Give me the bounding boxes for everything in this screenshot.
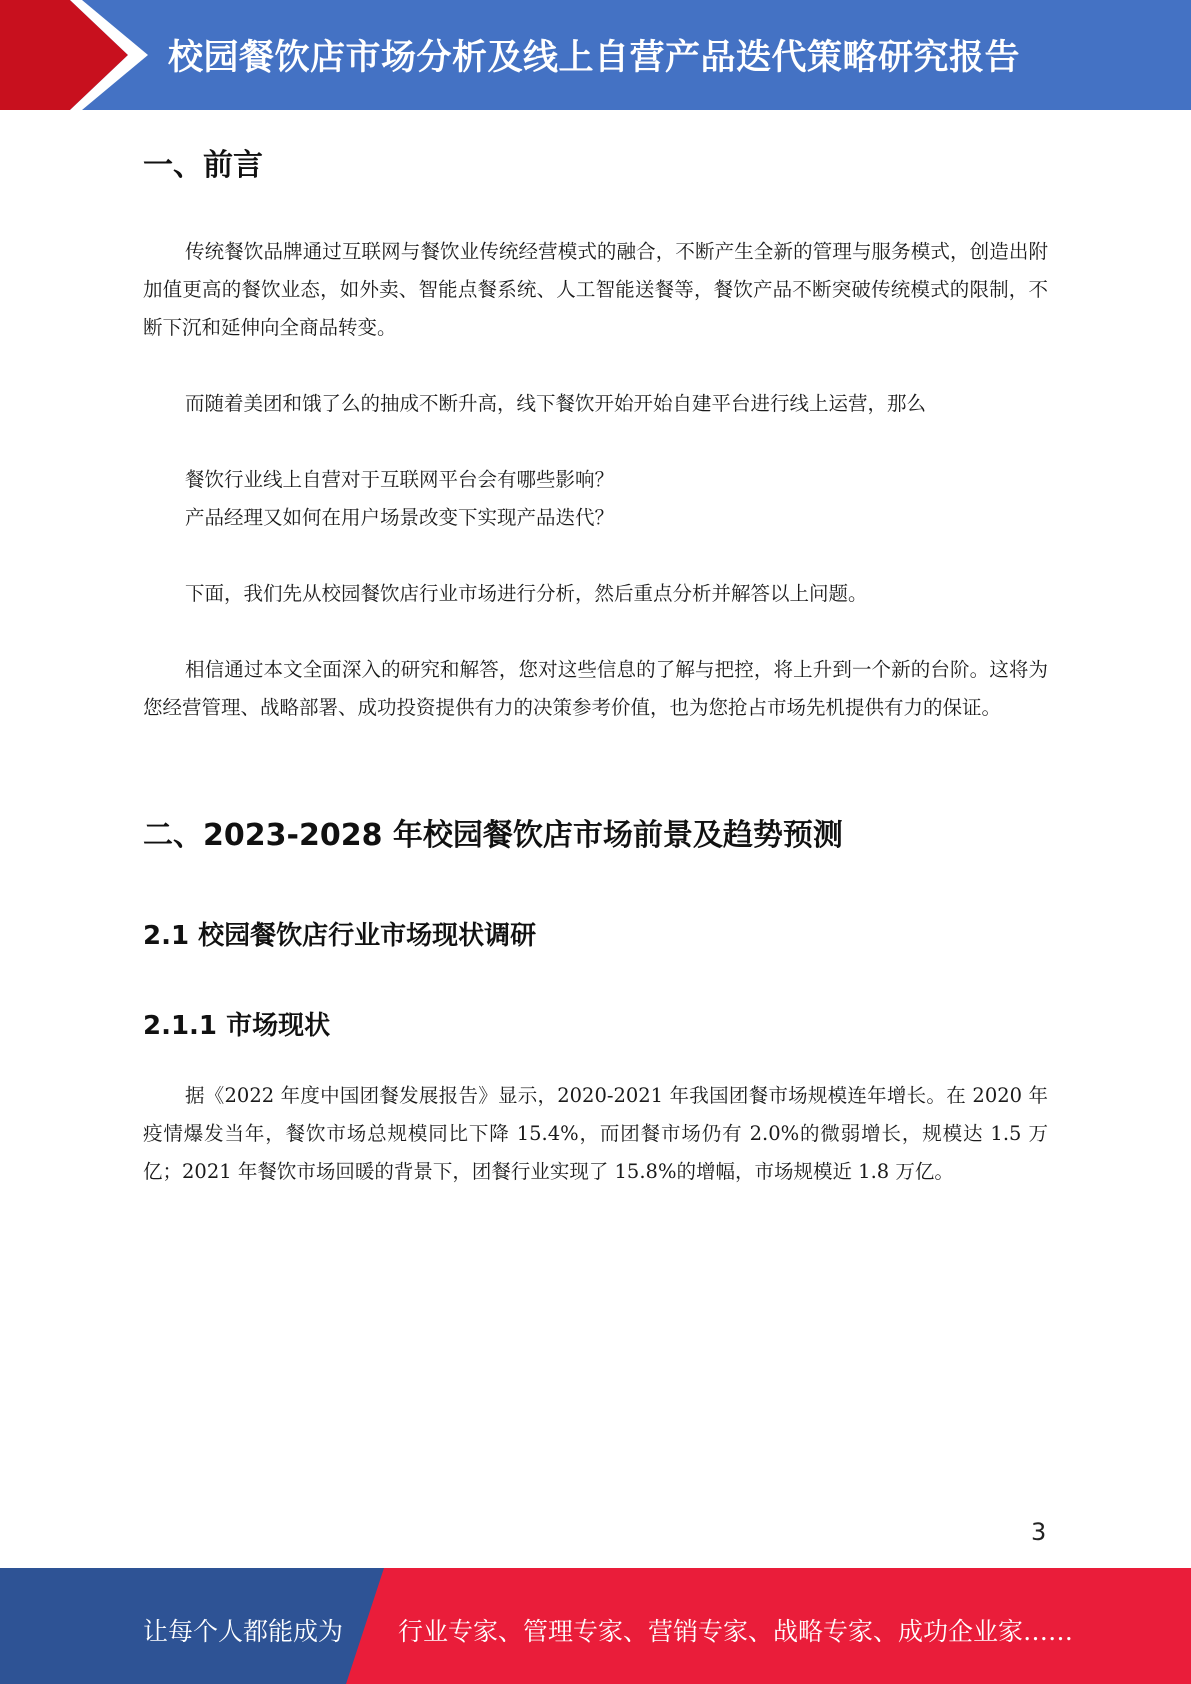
document-title: 校园餐饮店市场分析及线上自营产品迭代策略研究报告: [168, 38, 1021, 78]
preface-paragraph-1: 传统餐饮品牌通过互联网与餐饮业传统经营模式的融合，不断产生全新的管理与服务模式，创造出附加值更高的餐饮业态，如外卖、智能点餐系统、人工智能送餐等，餐饮产品不断突破传统模式的限制，不断下沉和延伸向全商品转变。: [143, 240, 1048, 339]
footer-slogan-right: 行业专家、管理专家、营销专家、战略专家、成功企业家……: [398, 1617, 1074, 1646]
subsection-heading-2-1: 2.1 校园餐饮店行业市场现状调研: [143, 921, 537, 951]
section-heading-forecast: 二、2023-2028 年校园餐饮店市场前景及趋势预测: [143, 818, 843, 853]
preface-paragraph-3: 下面，我们先从校园餐饮店行业市场进行分析，然后重点分析并解答以上问题。: [185, 582, 868, 605]
subsection-heading-2-1-1: 2.1.1 市场现状: [143, 1011, 331, 1041]
header-banner: [0, 0, 1191, 110]
section-heading-preface: 一、前言: [143, 148, 263, 183]
preface-paragraph-2: 而随着美团和饿了么的抽成不断升高，线下餐饮开始开始自建平台进行线上运营，那么: [185, 392, 927, 415]
preface-paragraph-4: 相信通过本文全面深入的研究和解答，您对这些信息的了解与把控，将上升到一个新的台阶。这将为您经营管理、战略部署、成功投资提供有力的决策参考价值，也为您抢占市场先机提供有力的保证。: [143, 658, 1048, 719]
preface-question-1: 餐饮行业线上自营对于互联网平台会有哪些影响？: [185, 468, 615, 491]
market-status-paragraph: 据《2022 年度中国团餐发展报告》显示，2020-2021 年我国团餐市场规模连年增长。在 2020 年疫情爆发当年，餐饮市场总规模同比下降 15.4%，而团餐市场仍有 2.0%的微弱增长，规模达 1.5 万亿；2021 年餐饮市场回暖的背景下，团餐行业实现了 15.8%的增幅，市场规模近 1.8 万亿。: [143, 1084, 1048, 1183]
page-number: 3: [1031, 1518, 1047, 1546]
footer-slogan-left: 让每个人都能成为: [143, 1617, 344, 1646]
footer-banner: [0, 1568, 1191, 1684]
preface-question-2: 产品经理又如何在用户场景改变下实现产品迭代？: [185, 506, 615, 529]
